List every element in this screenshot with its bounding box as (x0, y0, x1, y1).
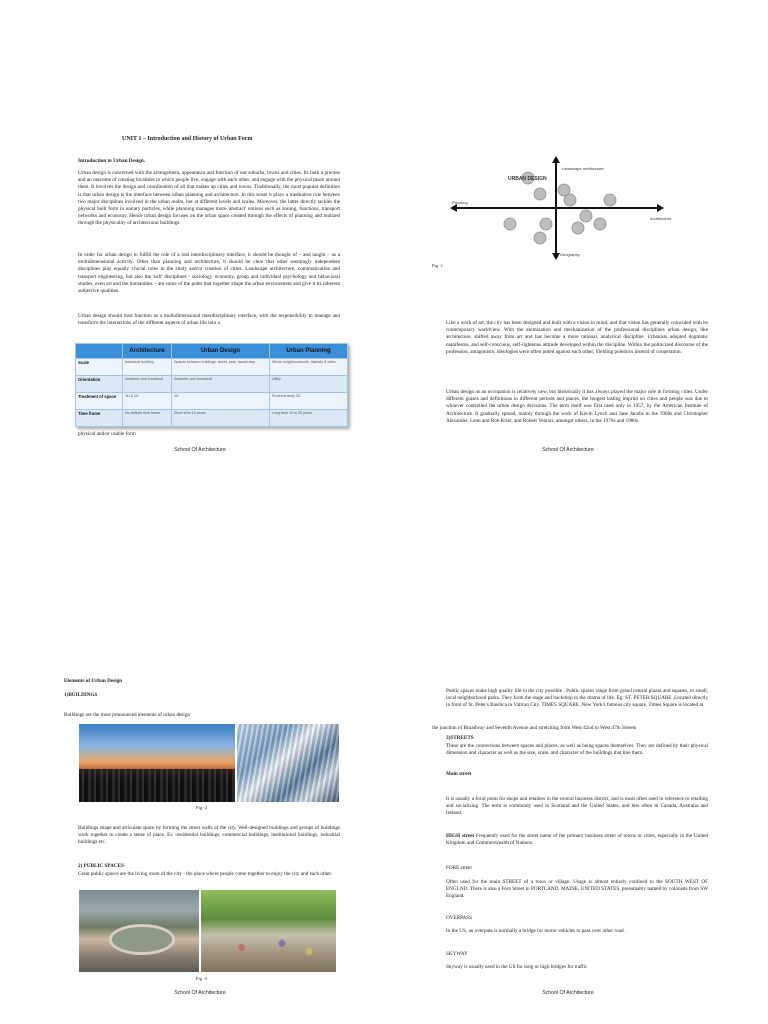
table-row (76, 376, 348, 393)
intro-paragraph-2: In order for urban design to fulfill the role of a real interdisciplinary interface, it should be thought of – and taught – as a multidimensional activity. Other than planning and architecture, it should be clear that other seemingly independent disciplines play equally crucial roles in the study and/or creation of cities. Landscape architecture, communication and transport engineering, but also the 'soft' disciplines - sociology, economy, group and individual psychology and behavioral studies, even art and the humanities – are some of the poles that together shape the urban environment and give it its inherent subjective qualities. (78, 252, 340, 295)
page-footer: School Of Architecture (174, 990, 226, 996)
unit-title: UNIT 1 – Introduction and History of Urban Form (122, 136, 253, 142)
figure-caption: Fig -2 (196, 805, 208, 810)
page2-paragraph-2: Urban design as an occupation is relatively new, but historically it has always played the major role in forming cities. Under different guises and definitions in different periods and places, the longest lasting imprint on cities and people was due to whoever controlled the urban design decisions. The term itself was first used only in 1957, by the American Institute of Architecture. It gradually spread, mainly through the work of Kevin Lynch and Jane Jacobs in the 1960s and Christopher Alexander, Leon and Rob Krier, and Robert Venturi, amongst others, in the 1970s and 1980s. (446, 389, 708, 424)
public-spaces-continued-2: the junction of Broadway and Seventh Avenue and stretching from West 42nd to West 47th Streets (432, 725, 637, 731)
public-plaza-photo (79, 890, 199, 972)
table-cell: Utility (269, 376, 347, 393)
intro-heading: Introduction to Urban Design. (78, 158, 146, 164)
page-1 (0, 0, 384, 512)
table-row (76, 359, 348, 376)
table-header-urban-design: Urban Design (172, 344, 270, 359)
table-cell: No definite time frame (123, 410, 172, 427)
table-row (76, 393, 348, 410)
elements-heading: Elements of Urban Design (64, 678, 123, 684)
table-cell: Aesthetic and functional (172, 376, 270, 393)
public-spaces-continued: Public spaces make high quality life in the city possible . Public spaces range from grand central plazas and squares, to small, local neighborhood parks. They form the stage and backdrop to the drama of life. Eg: ST. PETER SQUARE ,Located directly in front of St. Peter's Basilica in Vatican City. TIMES SQUARE ,New York's famous city square, Times Square is located at (446, 688, 708, 709)
table-header-urban-planning: Urban Planning (269, 344, 347, 359)
intro-paragraph-1: Urban design is concerned with the arrangement, appearance and function of our suburbs, towns and cities. Its both a process and an outcome of creating localities in which people live, engage with each other, and engage with the physical place around them. It involves the design and coordination of all that makes up cities and towns. Traditionally, the most popular definition is that urban design is the interface between urban planning and architecture. In this sense it plays a meditative role between two major disciplines involved in the urban realm, but at different levels and scales. Moreover, the latter directly tackles the physical built form in unitary particles, while planning manages more 'abstract' notions such as zoning, functions, transport networks and economy. Hence urban design focuses on the urban space created through the effects of planning and realized through the physicality of architectural buildings. (78, 170, 340, 227)
urban-design-diagram (450, 156, 690, 266)
page2-paragraph-1: Like a work of art, the city has been designed and built with a vision in mind, and that vision has generally coincided with its contemporary worldview. With the atomization and mechanization of the professional disciplines urban design, like architecture, shifted away from art and has become a more rational, analytical discipline. Urbanists adopted dogmatic manifestos, and self-conscious, self-righteous attitude developed within the discipline. Within the politicized discourse of the profession, antagonistic ideologies were often pitted against each other, Yielding polemics instead of cooperation. (446, 320, 708, 355)
page-footer: School Of Architecture (542, 447, 594, 453)
high-street-label: HIGH street (446, 833, 475, 839)
page-4 (384, 512, 768, 1024)
table-cell: Predominantly 2D (269, 393, 347, 410)
high-street-paragraph (446, 833, 708, 847)
table-cell: Aesthetic and functional (123, 376, 172, 393)
figure-caption: Fig -1 (432, 263, 444, 268)
diagram-label-landscape: Landscape architecture (562, 166, 604, 171)
diagram-label-urban-design: URBAN DESIGN (508, 176, 547, 182)
skyway-heading: SKYWAY (446, 951, 468, 957)
buildings-intro: Buildings are the most pronounced elements of urban design (64, 712, 190, 718)
table-header-blank (76, 344, 123, 359)
streets-heading: 3)STREETS (446, 735, 474, 741)
table-cell: Treatment of space (76, 393, 123, 410)
fore-street-heading: FORE street (446, 865, 472, 871)
high-street-text: Frequently used for the street name of the primary business street of towns or cities, especially in the United Kingdom and Commonwealth of Nations. (446, 833, 708, 847)
skyscraper-photo (237, 724, 339, 802)
overpass-paragraph: In the US, an overpass is normally a bridge for motor vehicles to pass over other road . (446, 928, 627, 934)
table-cell: Scale (76, 359, 123, 376)
city-skyline-photo (79, 724, 235, 802)
table-row (76, 410, 348, 427)
diagram-label-architecture: Architecture (650, 216, 672, 221)
table-cell: Short term 10 years (172, 410, 270, 427)
diagram-label-planning: Planning (452, 200, 468, 205)
intro-paragraph-3: Urban design should thus function as a multidimensional interdisciplinary interface, with the responsibility to manage and transform the interactions of the different aspects of urban life into a (78, 313, 340, 327)
after-table-text: physical and/or usable form (78, 431, 136, 437)
buildings-paragraph: Buildings shape and articulate space by forming the street walls of the city. Well-designed buildings and groups of buildings work together to create a sense of place. Ex -residential buildings, commercial buildings, institutional buildings, industrial buildings etc. (78, 825, 340, 846)
main-street-paragraph: It is usually a focal point for shops and retailers in the central business district, and is most often used in reference to retailing and socializing. The term is commonly used in Scotland and the United States, and less often in Canada, Australia and Ireland. (446, 796, 708, 817)
table-cell: Long term 15 to 20 years (269, 410, 347, 427)
table-cell: Spaces between buildings: street, park, transit stop (172, 359, 270, 376)
table-cell: Whole neighbourhoods, districts & cities (269, 359, 347, 376)
diagram-label-geography: Geography (560, 252, 580, 257)
skyway-paragraph: Skyway is usually used in the US for long or high bridges for traffic (446, 964, 588, 970)
public-spaces-heading: 2) PUBLIC SPACES (78, 863, 125, 869)
page-3 (0, 512, 384, 1024)
figure-caption: Fig -3 (196, 976, 208, 981)
table-cell: Orientation (76, 376, 123, 393)
streets-paragraph: These are the connections between spaces and places, as well as being spaces themselves. They are defined by their physical dimension and character as well as the size, scale, and character of the buildings that line them. (446, 743, 708, 757)
buildings-heading: 1)BUILDINGS (64, 692, 98, 698)
overpass-heading: OVERPASS (446, 915, 473, 921)
table-cell: 3D (172, 393, 270, 410)
comparison-table (75, 343, 348, 427)
page-footer: School Of Architecture (542, 990, 594, 996)
table-cell: 3D & 2D (123, 393, 172, 410)
table-cell: Individual building (123, 359, 172, 376)
page-footer: School Of Architecture (174, 447, 226, 453)
park-crowd-photo (201, 890, 336, 972)
page-2 (384, 0, 768, 512)
public-spaces-paragraph: Great public spaces are the living room of the city - the place where people come together to enjoy the city and each other. (78, 871, 333, 877)
table-header-architecture: Architecture (123, 344, 172, 359)
fore-street-paragraph: Often used for the main STREET of a town or village. Usage is almost entirely confined to the SOUTH WEST OF ENGLND. There is also a Fore Street in PORTLAND, MAINE, UNITED STATES, presumably named by colonists from SW England. (446, 879, 708, 900)
main-street-heading: Main street (446, 771, 472, 777)
table-cell: Time frame (76, 410, 123, 427)
